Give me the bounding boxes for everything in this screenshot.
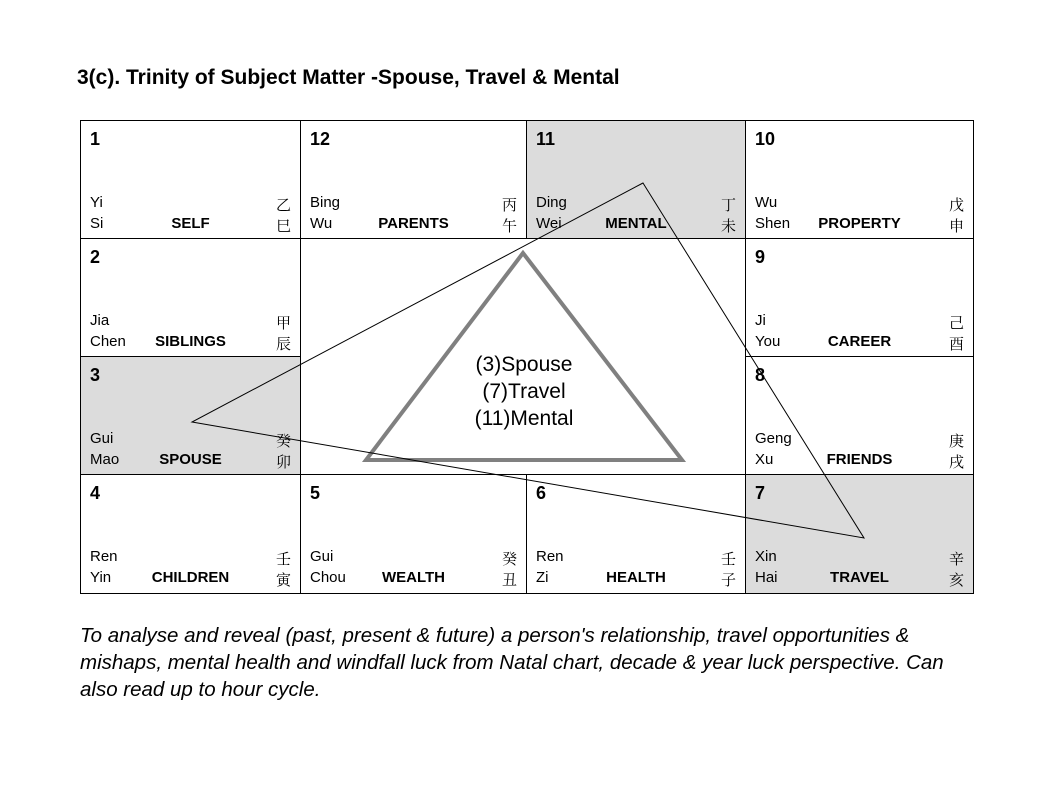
- stem-character: 丙: [501, 196, 517, 214]
- palace-label: WEALTH: [381, 569, 446, 586]
- stem-character: 壬: [275, 550, 291, 568]
- stem-character: 癸: [501, 550, 517, 568]
- palace-label: SIBLINGS: [155, 333, 226, 350]
- branch-character: 亥: [948, 571, 964, 589]
- palace-label: CAREER: [827, 333, 892, 350]
- branch-character: 午: [501, 217, 517, 235]
- earthly-branch: Hai: [755, 569, 778, 586]
- palace-cell-11: [526, 120, 746, 239]
- stem-character: 戊: [948, 196, 964, 214]
- stem-character: 癸: [275, 432, 291, 450]
- earthly-branch: Chen: [90, 333, 126, 350]
- stem-character: 己: [948, 314, 964, 332]
- branch-character: 未: [720, 217, 736, 235]
- stem-character: 壬: [720, 550, 736, 568]
- palace-cell-2: [80, 238, 301, 357]
- heavenly-stem: Wu: [755, 194, 778, 211]
- center-line-spouse: (3)Spouse: [475, 353, 573, 376]
- heavenly-stem: Gui: [90, 430, 114, 447]
- heavenly-stem: Xin: [755, 548, 777, 565]
- page-title: 3(c). Trinity of Subject Matter -Spouse, Travel & Mental: [77, 66, 620, 89]
- heavenly-stem: Gui: [310, 548, 334, 565]
- earthly-branch: You: [755, 333, 781, 350]
- palace-number: 4: [90, 483, 101, 503]
- palace-number: 3: [90, 365, 101, 385]
- palace-number: 6: [536, 483, 547, 503]
- earthly-branch: Si: [90, 215, 104, 232]
- palace-cell-8: [745, 356, 974, 475]
- palace-label: MENTAL: [605, 215, 667, 232]
- center-line-travel: (7)Travel: [482, 380, 566, 403]
- palace-number: 1: [90, 129, 101, 149]
- branch-character: 丑: [501, 571, 517, 589]
- stem-character: 甲: [275, 314, 291, 332]
- palace-cell-3: [80, 356, 301, 475]
- branch-character: 子: [720, 571, 736, 589]
- branch-character: 卯: [275, 453, 291, 471]
- earthly-branch: Zi: [536, 569, 549, 586]
- palace-number: 7: [755, 483, 766, 503]
- earthly-branch: Wei: [536, 215, 562, 232]
- earthly-branch: Chou: [310, 569, 346, 586]
- palace-cell-6: [526, 474, 746, 594]
- stem-character: 乙: [275, 196, 291, 214]
- palace-number: 2: [90, 247, 101, 267]
- earthly-branch: Shen: [755, 215, 791, 232]
- stem-character: 辛: [948, 550, 964, 568]
- palace-number: 9: [755, 247, 766, 267]
- branch-character: 申: [948, 217, 964, 235]
- heavenly-stem: Yi: [90, 194, 103, 211]
- palace-cell-1: [80, 120, 301, 239]
- palace-cell-5: [300, 474, 527, 594]
- heavenly-stem: Ren: [536, 548, 564, 565]
- palace-label: SPOUSE: [159, 451, 222, 468]
- branch-character: 巳: [275, 217, 291, 235]
- palace-label: PROPERTY: [818, 215, 901, 232]
- earthly-branch: Wu: [310, 215, 333, 232]
- earthly-branch: Yin: [90, 569, 112, 586]
- palace-label: TRAVEL: [830, 569, 889, 586]
- heavenly-stem: Ding: [536, 194, 567, 211]
- heavenly-stem: Bing: [310, 194, 341, 211]
- palace-number: 12: [310, 129, 331, 149]
- palace-label: PARENTS: [378, 215, 449, 232]
- stem-character: 庚: [948, 432, 964, 450]
- palace-cell-12: [300, 120, 527, 239]
- palace-cell-9: [745, 238, 974, 357]
- palace-number: 10: [755, 129, 776, 149]
- heavenly-stem: Jia: [90, 312, 110, 329]
- heavenly-stem: Geng: [755, 430, 792, 447]
- palace-number: 11: [536, 129, 556, 149]
- palace-label: SELF: [171, 215, 210, 232]
- description: To analyse and reveal (past, present & future) a person's relationship, travel opportunities & mishaps, mental health and windfall luck from Natal chart, decade & year luck perspective. Can also read up to hour cycle.: [80, 624, 944, 701]
- branch-character: 寅: [275, 571, 291, 589]
- palace-label: CHILDREN: [151, 569, 230, 586]
- palace-number: 5: [310, 483, 321, 503]
- palace-label: FRIENDS: [826, 451, 893, 468]
- earthly-branch: Mao: [90, 451, 120, 468]
- center-line-mental: (11)Mental: [474, 407, 574, 430]
- palace-cell-7: [745, 474, 974, 594]
- heavenly-stem: Ji: [755, 312, 766, 329]
- palace-cell-10: [745, 120, 974, 239]
- branch-character: 戌: [948, 453, 964, 471]
- heavenly-stem: Ren: [90, 548, 118, 565]
- branch-character: 辰: [275, 335, 291, 353]
- palace-number: 8: [755, 365, 766, 385]
- branch-character: 酉: [948, 335, 964, 353]
- palace-label: HEALTH: [606, 569, 666, 586]
- center-triad-text: [440, 351, 608, 432]
- palace-cell-4: [80, 474, 301, 594]
- earthly-branch: Xu: [755, 451, 774, 468]
- stem-character: 丁: [720, 196, 736, 214]
